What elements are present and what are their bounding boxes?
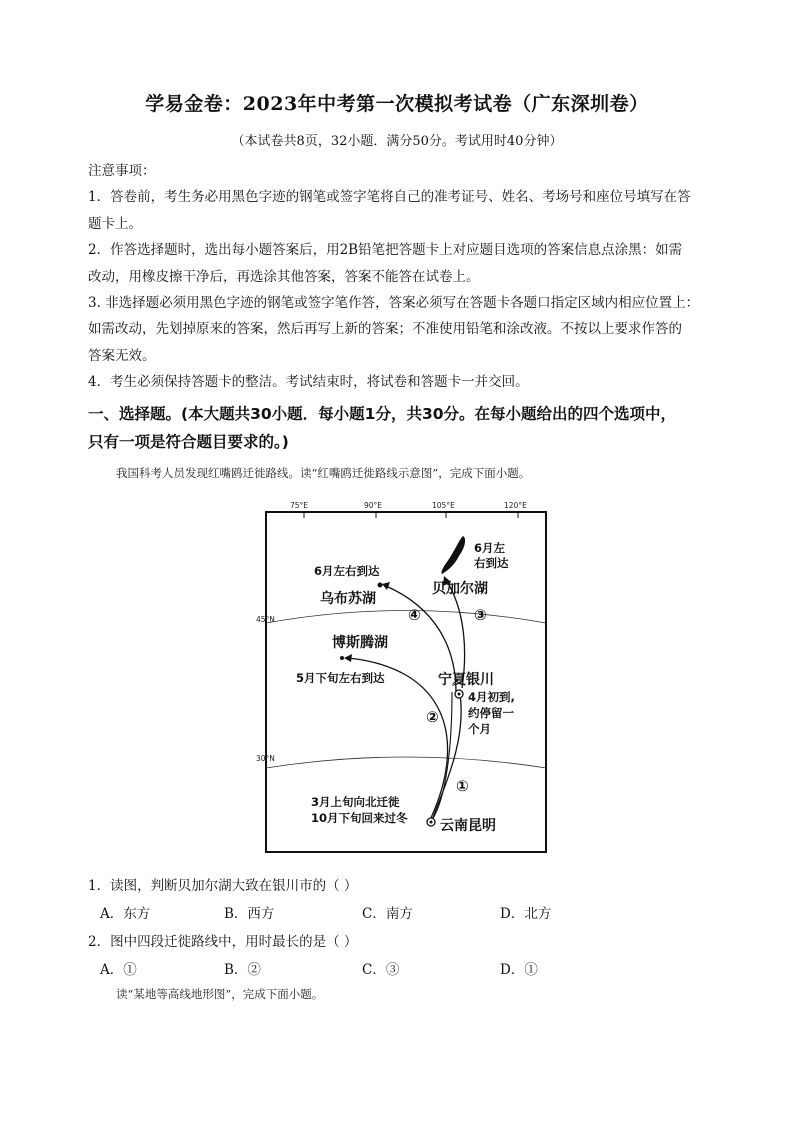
- label-april-note: 个月: [468, 722, 491, 736]
- lat-tick-label: 30°N: [256, 754, 275, 763]
- option-b[interactable]: B．西方: [224, 906, 275, 922]
- label-yunnan-kunming: 云南昆明: [440, 818, 496, 834]
- option-c[interactable]: C．③: [362, 962, 400, 978]
- label-baikal-lake: 贝加尔湖: [432, 581, 488, 597]
- option-d[interactable]: D．①: [500, 962, 538, 978]
- lon-tick-label: 105°E: [432, 501, 455, 510]
- question-intro: 读“某地等高线地形图”，完成下面小题。: [116, 987, 324, 1001]
- label-october-return: 10月下旬回来过冬: [311, 811, 408, 825]
- option-b[interactable]: B．②: [224, 962, 261, 978]
- label-april-note: 约停留一: [468, 706, 514, 720]
- route-arrowhead: [382, 582, 390, 590]
- label-late-may: 5月下旬左右到达: [296, 671, 385, 685]
- section-heading-line: 一、选择题。(本大题共30小题．每小题1分，共30分。在每小题给出的四个选项中，: [88, 405, 677, 423]
- baikal-lake-shape: [441, 536, 465, 574]
- kunming-marker-dot: [430, 821, 433, 824]
- notes-line: 2．作答选择题时，选出每小题答案后，用2B铅笔把答题卡上对应题目选项的答案信息点涂黑：如需: [88, 242, 683, 259]
- latitude-line-30: [266, 757, 546, 768]
- notes-line: 改动，用橡皮擦干净后，再选涂其他答案，答案不能答在试卷上。: [88, 268, 480, 285]
- question-2-stem: 2．图中四段迁徙路线中，用时最长的是（ ）: [88, 934, 358, 950]
- label-march-migration: 3月上旬向北迁徙: [311, 795, 400, 809]
- yinchuan-marker-dot: [458, 693, 461, 696]
- section-heading: [88, 400, 718, 456]
- notes-line: 4．考生必须保持答题卡的整洁。考试结束时，将试卷和答题卡一并交回。: [88, 374, 529, 391]
- option-a[interactable]: A．①: [100, 962, 137, 978]
- exam-subtitle: （本试卷共8页，32小题．满分50分。考试用时40分钟）: [231, 134, 563, 149]
- notes-line: 3. 非选择题必须用黑色字迹的钢笔或签字笔作答，答案必须写在答题卡各题口指定区域内相应位置上：: [88, 295, 700, 312]
- label-wubusu-lake: 乌布苏湖: [320, 591, 376, 607]
- migration-route-map: [256, 498, 556, 858]
- section-heading-line: 只有一项是符合题目要求的。): [88, 433, 289, 451]
- question-1-stem: 1．读图，判断贝加尔湖大致在银川市的（ ）: [88, 878, 358, 894]
- latitude-line-45: [266, 611, 546, 624]
- route-number-1: ①: [456, 777, 469, 795]
- lon-tick-label: 120°E: [504, 501, 527, 510]
- route-number-4: ④: [408, 606, 421, 624]
- route-number-2: ②: [426, 708, 439, 726]
- route-arrowhead: [344, 654, 352, 662]
- label-june-arrive-right: 右到达: [474, 556, 509, 570]
- notes-line: 答案无效。: [88, 347, 156, 364]
- question-1-options: [100, 902, 620, 922]
- notes-block: [88, 158, 713, 396]
- exam-title: 学易金卷：2023年中考第一次模拟考试卷（广东深圳卷）: [145, 93, 649, 115]
- notes-line: 1．答卷前，考生务必用黑色字迹的钢笔或签字笔将自己的准考证号、姓名、考场号和座位号填写在答: [88, 189, 691, 206]
- label-june-arrive-left: 6月左右到达: [314, 564, 380, 578]
- bosten-lake-marker: [340, 656, 344, 660]
- route-number-3: ③: [474, 606, 487, 624]
- option-a[interactable]: A．东方: [100, 906, 151, 922]
- lon-tick-label: 75°E: [290, 501, 309, 510]
- wubusu-lake-marker: [378, 583, 383, 588]
- notes-heading: 注意事项：: [88, 163, 156, 179]
- label-bosten-lake: 博斯腾湖: [332, 635, 388, 651]
- lon-tick-label: 90°E: [364, 501, 383, 510]
- option-d[interactable]: D．北方: [500, 906, 552, 922]
- label-april-note: 4月初到,: [468, 690, 515, 704]
- lat-tick-label: 45°N: [256, 615, 275, 624]
- label-june-arrive-right: 6月左: [474, 541, 506, 555]
- question-2-options: [100, 958, 620, 978]
- notes-line: 题卡上。: [88, 215, 142, 232]
- question-intro: 我国科考人员发现红嘴鸥迁徙路线。读“红嘴鸥迁徙路线示意图”，完成下面小题。: [116, 466, 531, 480]
- option-c[interactable]: C．南方: [362, 906, 413, 922]
- label-ningxia-yinchuan: 宁夏银川: [438, 672, 494, 688]
- notes-line: 如需改动，先划掉原来的答案，然后再写上新的答案；不准使用铅笔和涂改液。不按以上要求作答的: [88, 321, 682, 338]
